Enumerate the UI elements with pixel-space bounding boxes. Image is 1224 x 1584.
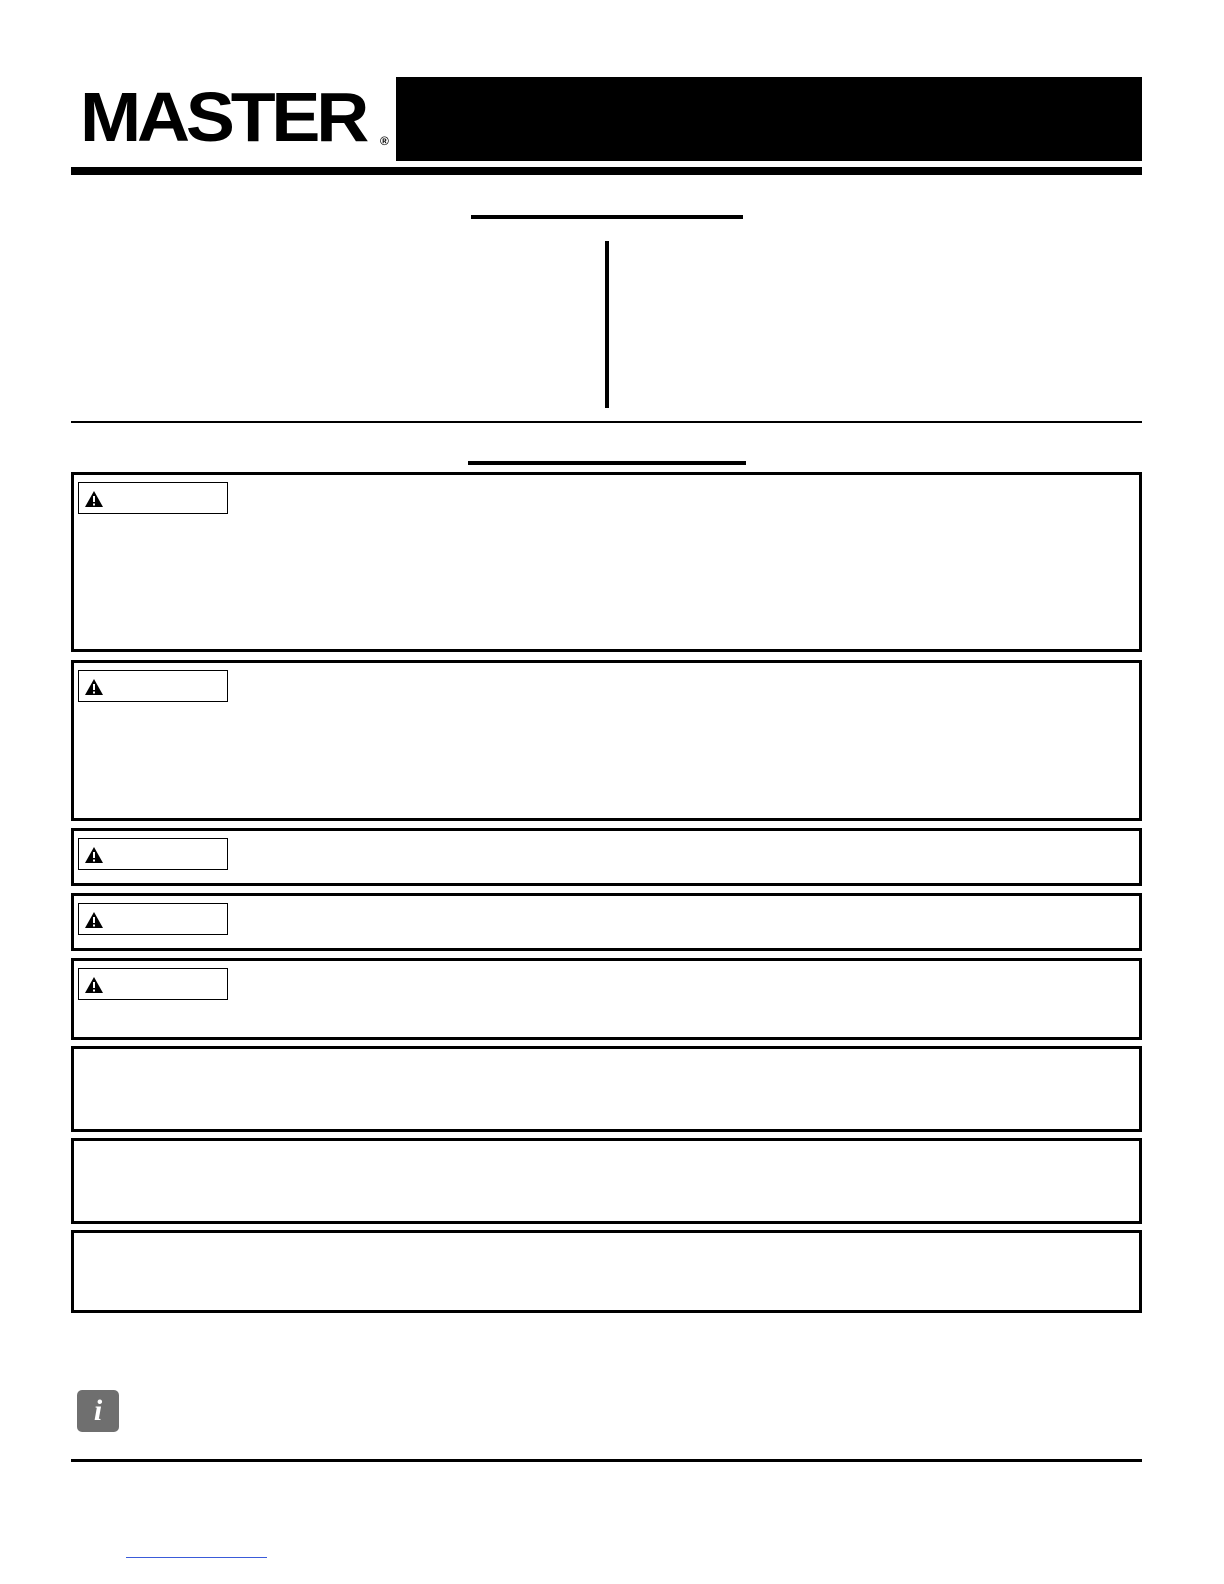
section-title-underline	[471, 215, 743, 219]
header-title-bar	[396, 77, 1142, 161]
warning-box-4	[71, 893, 1142, 951]
warning-triangle-icon	[84, 846, 104, 864]
header-rule	[71, 167, 1142, 175]
warning-triangle-icon	[84, 490, 104, 508]
notice-box-3	[71, 1230, 1142, 1313]
warning-triangle-icon	[84, 976, 104, 994]
warning-box-5	[71, 958, 1142, 1040]
info-icon	[77, 1390, 119, 1432]
warning-badge	[78, 838, 228, 870]
footer-link-underline[interactable]	[126, 1557, 267, 1558]
warning-box-3	[71, 828, 1142, 886]
section-divider	[71, 421, 1142, 423]
column-divider	[605, 241, 609, 408]
safety-title-underline	[468, 461, 746, 465]
logo-wordmark: MASTER	[80, 78, 366, 156]
warning-badge	[78, 670, 228, 702]
footer-rule	[71, 1459, 1142, 1462]
warning-badge	[78, 968, 228, 1000]
info-glyph: i	[93, 1394, 103, 1427]
notice-box-1	[71, 1046, 1142, 1132]
warning-box-1	[71, 472, 1142, 652]
warning-badge	[78, 903, 228, 935]
registered-mark: ®	[380, 134, 389, 148]
warning-triangle-icon	[84, 911, 104, 929]
warning-triangle-icon	[84, 678, 104, 696]
notice-box-2	[71, 1138, 1142, 1224]
warning-box-2	[71, 660, 1142, 821]
master-logo	[80, 78, 390, 156]
warning-badge	[78, 482, 228, 514]
